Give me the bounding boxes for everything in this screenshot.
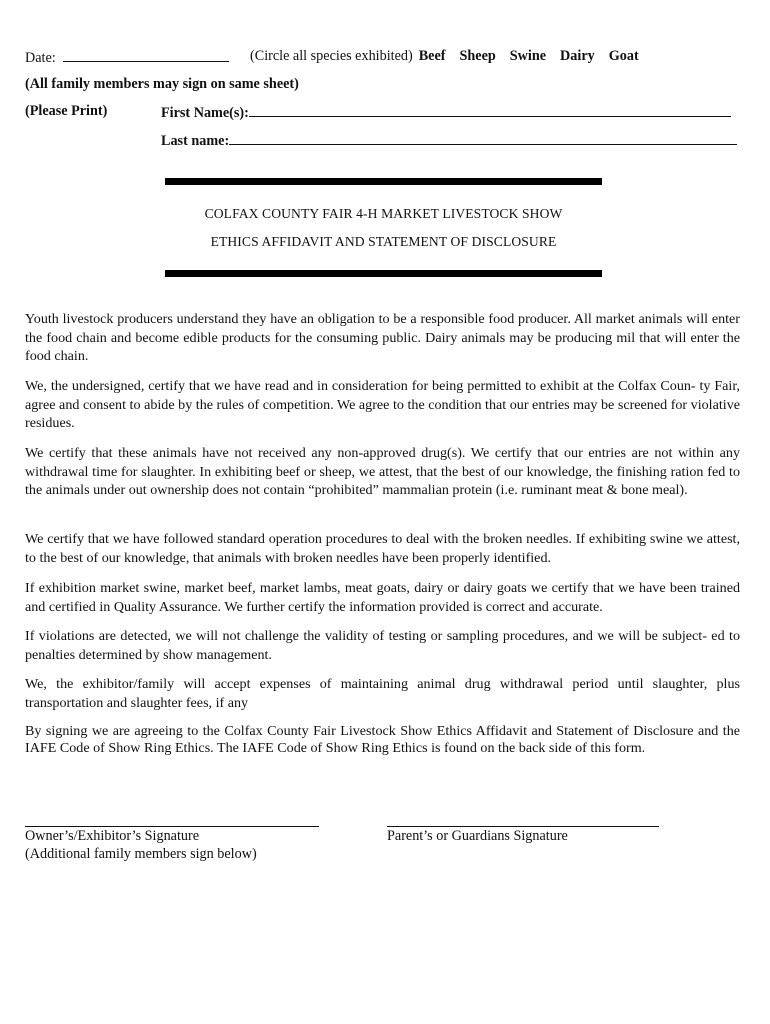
family-note: (All family members may sign on same sheet) (25, 76, 299, 92)
first-name-row (161, 103, 731, 122)
parent-signature-label: Parent’s or Guardians Signature (387, 828, 568, 844)
date-label: Date: (25, 50, 56, 66)
species-goat[interactable]: Goat (608, 48, 639, 64)
owner-signature-note: (Additional family members sign below) (25, 846, 257, 862)
owner-signature-line[interactable] (25, 826, 319, 827)
owner-signature-label: Owner’s/Exhibitor’s Signature (25, 828, 200, 844)
title-line-2: ETHICS AFFIDAVIT AND STATEMENT OF DISCLOSURE (210, 234, 557, 249)
species-sheep[interactable]: Sheep (459, 48, 496, 64)
paragraph-agreement: By signing we are agreeing to the Colfax County Fair Livestock Show Ethics Affidavit and Statement of Disclosure and the IAFE Code of Show Ring Ethics. The IAFE Code of Show Ring Ethics is found on the back side of this form. (25, 723, 740, 756)
date-field[interactable] (63, 48, 229, 62)
last-name-row (161, 131, 737, 150)
species-dairy[interactable]: Dairy (560, 48, 595, 64)
date-row (25, 48, 229, 67)
paragraph-quality-assurance: If exhibition market swine, market beef, market lambs, meat goats, dairy or dairy goats we certify that we have been trained and certified in Quality Assurance. We further certify the information provided is correct and accurate. (25, 580, 740, 615)
parent-signature-line[interactable] (387, 826, 659, 827)
title-bottom-rule (165, 270, 602, 277)
title-line-1: COLFAX COUNTY FAIR 4-H MARKET LIVESTOCK SHOW (204, 206, 563, 221)
paragraph-expenses: We, the exhibitor/family will accept expenses of maintaining animal drug withdrawal period until slaughter, plus transportation and slaughter fees, if any (25, 676, 740, 711)
paragraph-drugs: We certify that these animals have not received any non-approved drug(s). We certify that our entries are not within any withdrawal time for slaughter. In exhibiting beef or sheep, we attest, that the best of our knowledge, the finishing ration fed to the animals under out ownership does not contain “prohibited” mammalian protein (i.e. ruminant meat & bone meal). (25, 445, 740, 499)
title-top-rule (165, 178, 602, 185)
circle-instruction: (Circle all species exhibited) (250, 48, 413, 64)
last-name-label: Last name: (161, 133, 230, 149)
paragraph-obligation: Youth livestock producers understand they have an obligation to be a responsible food producer. All market animals will enter the food chain and become edible products for the consuming public. Dairy animals may be producing mil that will enter the food chain. (25, 311, 740, 365)
first-name-label: First Name(s): (161, 105, 249, 121)
please-print-label: (Please Print) (25, 103, 108, 119)
species-beef[interactable]: Beef (418, 48, 446, 64)
paragraph-consent: We, the undersigned, certify that we have read and in consideration for being permitted to exhibit at the Colfax Coun- ty Fair, agree and consent to abide by the rules of competition. We agree to the condition that our entries may be screened for violative residues. (25, 378, 740, 432)
species-row (250, 48, 639, 65)
first-name-field[interactable] (249, 103, 731, 117)
paragraph-needles: We certify that we have followed standard operation procedures to deal with the broken needles. If exhibiting swine we attest, to the best of our knowledge, that animals with broken needles have been properly identified. (25, 531, 740, 566)
last-name-field[interactable] (229, 131, 737, 145)
paragraph-violations: If violations are detected, we will not challenge the validity of testing or sampling procedures, and we will be subject- ed to penalties determined by show management. (25, 628, 740, 663)
species-swine[interactable]: Swine (509, 48, 547, 64)
